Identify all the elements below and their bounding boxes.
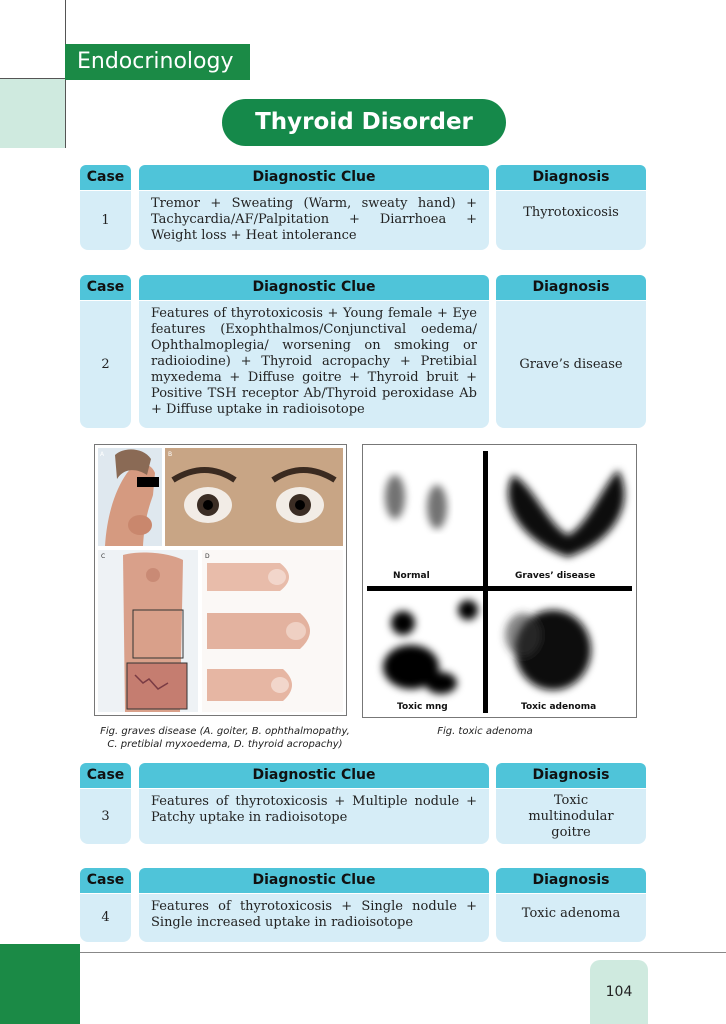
case-number: 2: [80, 301, 131, 428]
diagnostic-clue: Features of thyrotoxicosis + Young female + Eye features (Exophthalmos/Conjunctival oedema/ Ophthalmoplegia/ worsening on smoking or radioiodine) + Thyroid acropachy + Pretibial myxedema + Diffuse goitre + Thyroid bruit + Positive TSH receptor Ab/Thyroid peroxidase Ab + Diffuse uptake in radioisotope: [139, 301, 489, 428]
panel-letter: A: [100, 451, 105, 458]
diagnostic-clue: Features of thyrotoxicosis + Multiple nodule + Patchy uptake in radioisotope: [139, 789, 489, 844]
corner-decoration: [0, 79, 65, 148]
graves-disease-figure: [94, 444, 347, 716]
caption-line: Fig. graves disease (A. goiter, B. ophthalmopathy,: [100, 726, 350, 737]
scan-figure-caption: Fig. toxic adenoma: [437, 726, 533, 737]
caption-line: C. pretibial myxoedema, D. thyroid acropachy): [107, 739, 343, 750]
diagnosis: Thyrotoxicosis: [496, 191, 646, 250]
graves-figure-caption: [80, 725, 370, 751]
page-number: 104: [590, 960, 648, 1024]
scan-label: Toxic adenoma: [521, 702, 597, 712]
scan-label: Normal: [393, 571, 430, 581]
panel-letter: B: [168, 451, 173, 458]
panel-letter: C: [101, 553, 106, 560]
diagnostic-clue: Features of thyrotoxicosis + Single nodule + Single increased uptake in radioisotope: [139, 894, 489, 942]
diagnosis-header: Diagnosis: [496, 868, 646, 893]
footer-line: [80, 952, 726, 953]
clue-header: Diagnostic Clue: [139, 275, 489, 300]
case-header: Case: [80, 275, 131, 300]
diagnosis-header: Diagnosis: [496, 165, 646, 190]
clue-header: Diagnostic Clue: [139, 165, 489, 190]
diagnosis: Grave’s disease: [496, 301, 646, 428]
section-tab: Endocrinology: [65, 44, 250, 80]
diagnostic-clue: Tremor + Sweating (Warm, sweaty hand) + Tachycardia/AF/Palpitation + Diarrhoea + Weight loss + Heat intolerance: [139, 191, 489, 250]
diagnosis-header: Diagnosis: [496, 763, 646, 788]
case-header: Case: [80, 165, 131, 190]
diagnosis-header: Diagnosis: [496, 275, 646, 300]
clue-header: Diagnostic Clue: [139, 763, 489, 788]
thyroid-scan-figure: [362, 444, 637, 718]
diagnosis: Toxic adenoma: [496, 894, 646, 942]
diagnosis: Toxic multinodular goitre: [496, 789, 646, 844]
clue-header: Diagnostic Clue: [139, 868, 489, 893]
panel-letter: D: [205, 553, 210, 560]
case-header: Case: [80, 868, 131, 893]
case-number: 1: [80, 191, 131, 250]
footer-decoration: [0, 944, 80, 1024]
case-number: 4: [80, 894, 131, 942]
case-header: Case: [80, 763, 131, 788]
page-title: Thyroid Disorder: [222, 99, 506, 146]
case-number: 3: [80, 789, 131, 844]
scan-label: Toxic mng: [397, 702, 448, 712]
scan-label: Graves’ disease: [515, 571, 596, 581]
graves-disease-illustration: [95, 445, 346, 715]
thyroid-scan-illustration: [363, 445, 636, 717]
